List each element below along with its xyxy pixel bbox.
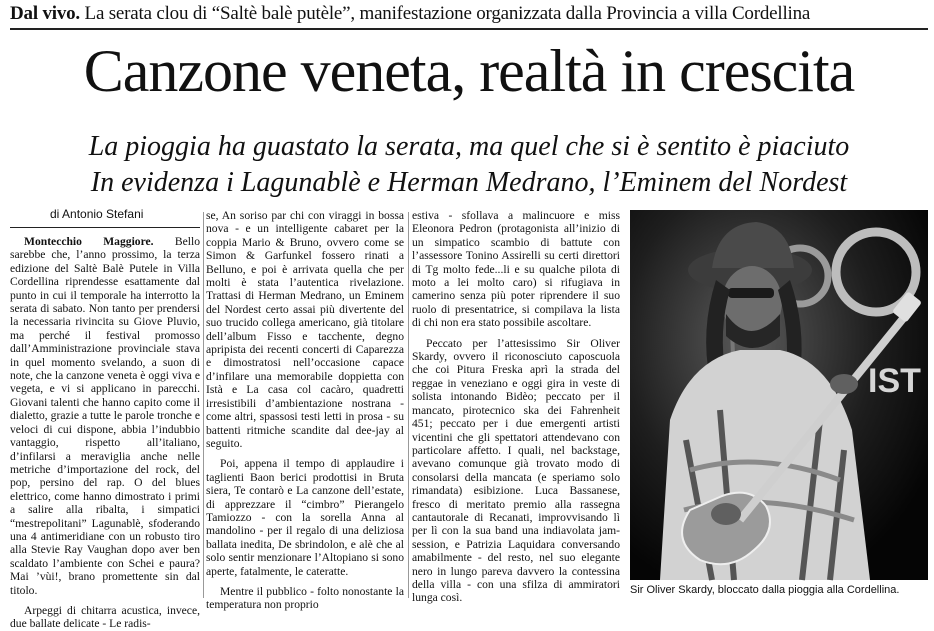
deck-line-1: La pioggia ha guastato la serata, ma quel che si è sentito è piaciuto: [88, 131, 850, 162]
concert-photo: [630, 210, 928, 580]
paragraph: Arpeggi di chitarra acustica, invece, due ballate delicate - Le radis-: [10, 603, 200, 631]
photo-caption: Sir Oliver Skardy, bloccato dalla pioggia alla Cordellina.: [630, 584, 900, 596]
backdrop-text: IST: [868, 362, 921, 400]
kicker-text: La serata clou di “Saltè balè putèle”, manifestazione organizzata dalla Provincia a villa Cordellina: [79, 3, 811, 24]
paragraph: estiva - sfollava a malincuore e miss Eleonora Pedron (protagonista all’inizio di un simpatico scambio di battute con l’assessore Tonino Assirelli su certi direttori di Tg molto fede...li e su qualche pilota di moto a lei molto caro) si rifugiava in camerino senza più poter riprendere il suo ruolo di presentatrice, si compilava la lista di chi non era stato possibile ascoltare.: [412, 209, 620, 330]
headline: Canzone veneta, realtà in crescita: [83, 38, 855, 104]
paragraph-text: Bello sarebbe che, l’anno prossimo, la terza edizione del Saltè Balè Putele in Villa Cordellina riprendesse esattamente dal punto in cui il temporale ha interrotto la serata di sabato. Non tanto per prendersi la necessaria rivincita su Giove Pluvio, ma perché il festival promosso dall’Amministrazione provinciale stava in quel momento svelando, a suon di note, che la canzone veneta è oggi viva e vegeta, e vi si applicano in parecchi. Giovani talenti che hanno capito come il dialetto, grazie a tutte le parole tronche e veloci di cui dispone, abbia l’indubbio vantaggio, rispetto all’italiano, d’infilarsi a meraviglia anche nelle metriche d’importazione del rock, del pop, persino del rap. O del blues elettrico, come hanno dimostrato i primi a salire alla ribalta, i simpatici “mestrepolitani” Lagunablè, sfoderando una 4 antimeridiane con un robusto tiro alla Stevie Ray Vaughan dopo aver ben scaldato l’ambiente con Schei e paura? Mai ’vùi!, brano promettente sin dal titolo.: [10, 235, 200, 597]
paragraph: Mentre il pubblico - folto nonostante la temperatura non proprio: [206, 584, 404, 612]
kicker-label: Dal vivo.: [10, 3, 80, 24]
kicker-line: [10, 3, 928, 25]
article-column-2: [206, 209, 404, 612]
deck-line-2: In evidenza i Lagunablè e Herman Medrano, l’Eminem del Nordest: [90, 167, 848, 198]
article-column-1: [10, 235, 200, 631]
performer-image: [630, 210, 928, 580]
article-column-3: [412, 209, 620, 605]
paragraph: se, An soriso par chi con viraggi in bossa nova - e un intelligente cabaret per la coppia Mario & Bruno, ovvero come se Simon & Garfunkel fossero rinati a Belluno, e poi è arrivata quella che per molti è stata l’autentica rivelazione. Trattasi di Herman Medrano, un Eminem del Nordest certo assai più divertente del suo trucido collega americano, già titolare dell’album Fisso e tacchente, degno apripista dei recenti concerti di Caparezza e dimostratosi nell’occasione capace d’infilare una memorabile doppietta con Istà e La casa col cacàro, quadretti irresistibili d’ambientazione nostrana - come altri, spassosi testi letti in prosa - su battenti ritmiche scandite dal dee-jay al seguito.: [206, 209, 404, 450]
dateline: Montecchio Maggiore.: [24, 235, 154, 248]
paragraph: Poi, appena il tempo di applaudire i taglienti Baon berici prodottisi in Bruta siera, Te contarò e La canzone dell’estate, di apprezzare il “cimbro” Pierangelo Tamiozzo - con la sorella Anna al mandolino - per il regalo di una deliziosa ballata inedita, De sbrindolon, e alè che al solo sentir menzionare l’Altopiano si sono aperte, fatalmente, le cateratte.: [206, 457, 404, 578]
paragraph: Peccato per l’attesissimo Sir Oliver Skardy, ovvero il riconosciuto caposcuola che coi Pitura Freska aprì la strada del reggae in veneziano e oggi gira in veste di solista intonando Bidèo; peccato per il mancato, pirotecnico ska dei Fahrenheit 451; peccato per i due emergenti artisti vicentini che gli spettatori attendevano con particolare affetto. I quali, nel backstage, avevano comunque già trovato modo di consolarsi della mancata (e speriamo solo rimandata) esibizione. Luca Bassanese, fresco di meritato premio alla rassegna cantautorale di Recanati, improvvisando lì per lì con la sua band una indiavolata jam-session, e Patrizia Laquidara conversando amabilmente - del resto, nel suo elegante nero in lungo pareva davvero la contessina della villa - con una sfilza di ammiratori lunga così.: [412, 336, 620, 605]
byline-rule: [10, 227, 200, 228]
paragraph: [10, 235, 200, 597]
top-rule: [10, 28, 928, 30]
column-divider: [203, 212, 204, 598]
byline: di Antonio Stefani: [50, 207, 144, 221]
column-divider: [408, 212, 409, 598]
